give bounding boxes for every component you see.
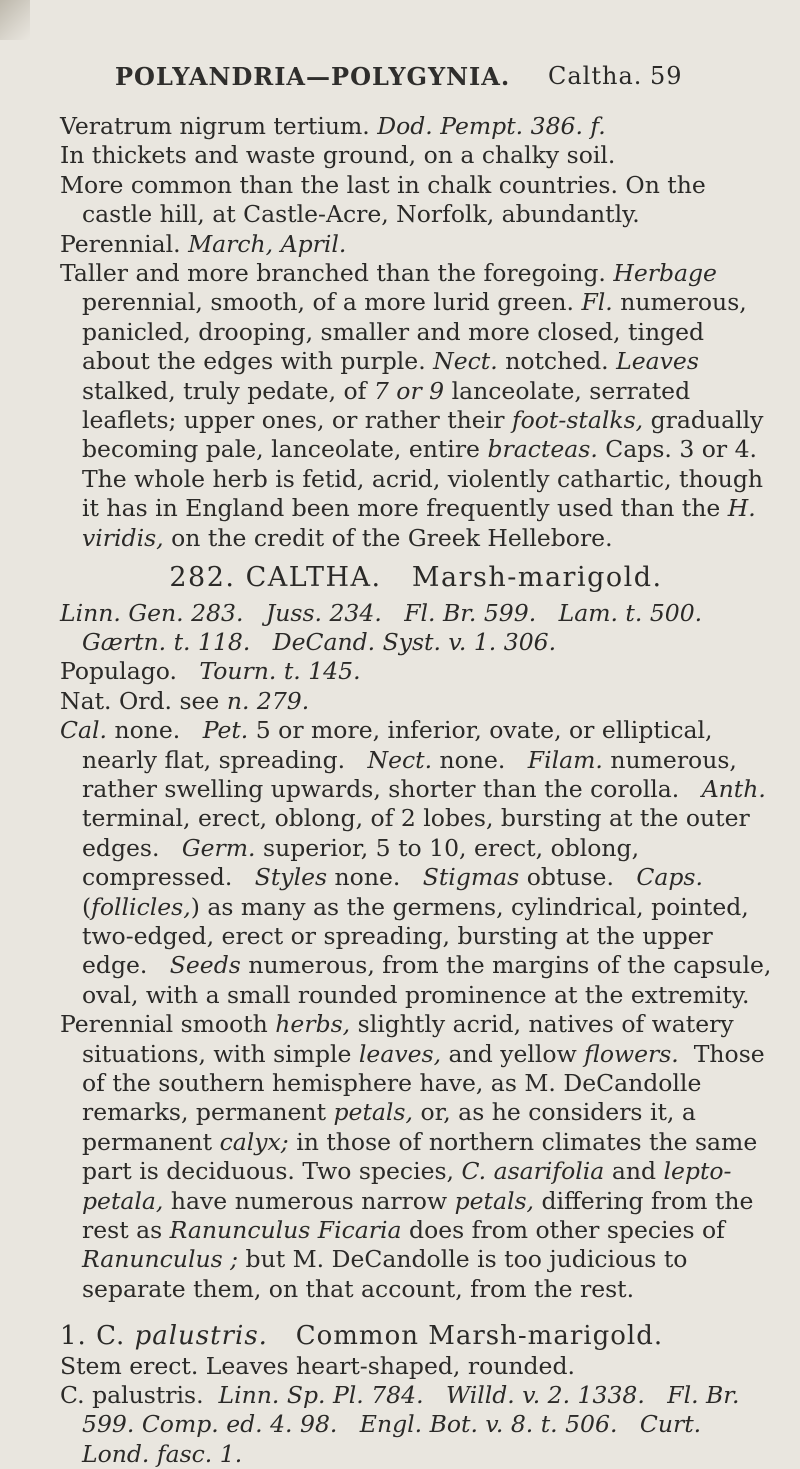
running-header [115, 62, 765, 91]
locality-line: More common than the last in chalk countries. On the castle hill, at Castle-Acre, Norfolk, abundantly. [60, 170, 706, 229]
species-description: Taller and more branched than the foregoing. Herbage perennial, smooth, of a more lurid green. Fl. numerous, panicled, drooping, smaller and more closed, tinged about the edges with purple. Nect. notched. Leaves stalked, truly pedate, of 7 or 9 lanceolate, serrated leaflets; upper ones, or rather their foot-stalks, gradually becoming pale, lanceolate, entire bracteas. Caps. 3 or 4. The whole herb is fetid, acrid, violently cathartic, though it has in England been more frequently used than the H. viridis, on the credit of the Greek Hellebore. [60, 259, 764, 552]
page-edge-shadow [0, 0, 30, 40]
running-title: POLYANDRIA—POLYGYNIA. [115, 62, 511, 91]
habitat-line: In thickets and waste ground, on a chalky soil. [60, 141, 616, 170]
spacer [60, 1304, 772, 1322]
genus-remarks: Perennial smooth herbs, slightly acrid, natives of watery situations, with simple leaves, and yellow flowers. Those of the southern hemisphere have, as M. DeCandolle remarks, permanent petals, or, as he considers it, a permanent calyx; in those of northern climates the same part is deciduous. Two species, C. asarifolia and lepto-petala, have numerous narrow petals, differing from the rest as Ranunculus Ficaria does from other species of Ranunculus ; but M. DeCandolle is too judicious to separate them, on that account, from the rest. [60, 1010, 765, 1303]
page-number: 59 [650, 62, 683, 90]
natural-order-line: Nat. Ord. see n. 279. [60, 686, 310, 715]
species-diagnosis: Stem erect. Leaves heart-shaped, rounded. [60, 1351, 575, 1380]
generic-character: Cal. none. Pet. 5 or more, inferior, ovate, or elliptical, nearly flat, spreading. Nect. none. Filam. numerous, rather swelling upwards, shorter than the corolla. Anth. terminal, erect, oblong, of 2 lobes, bursting at the outer edges. Germ. superior, 5 to 10, erect, oblong, compressed. Styles none. Stigmas obtuse. Caps. (follicles,) as many as the germens, cylindrical, pointed, two-edged, erect or spreading, bursting at the upper edge. Seeds numerous, from the margins of the capsule, oval, with a small rounded prominence at the extremity. [60, 716, 772, 1009]
synonym-line: Veratrum nigrum tertium. Dod. Pempt. 386. f. [60, 112, 606, 140]
species-heading: 1. C. palustris. Common Marsh-marigold. [60, 1321, 664, 1352]
header-genus: Caltha. [548, 62, 643, 90]
duration-line: Perennial. March, April. [60, 229, 347, 258]
species-synonymy: C. palustris. Linn. Sp. Pl. 784. Willd. v. 2. 1338. Fl. Br. 599. Comp. ed. 4. 98. Engl. Bot. v. 8. t. 506. Curt. Lond. fasc. 1. [60, 1381, 740, 1468]
populago-line: Populago. Tourn. t. 145. [60, 657, 361, 686]
genus-references: Linn. Gen. 283. Juss. 234. Fl. Br. 599. Lam. t. 500. Gærtn. t. 118. DeCand. Syst. v. 1. 306. [60, 598, 703, 656]
page-body [60, 112, 772, 1469]
genus-heading: 282. CALTHA. Marsh-marigold. [169, 562, 663, 594]
